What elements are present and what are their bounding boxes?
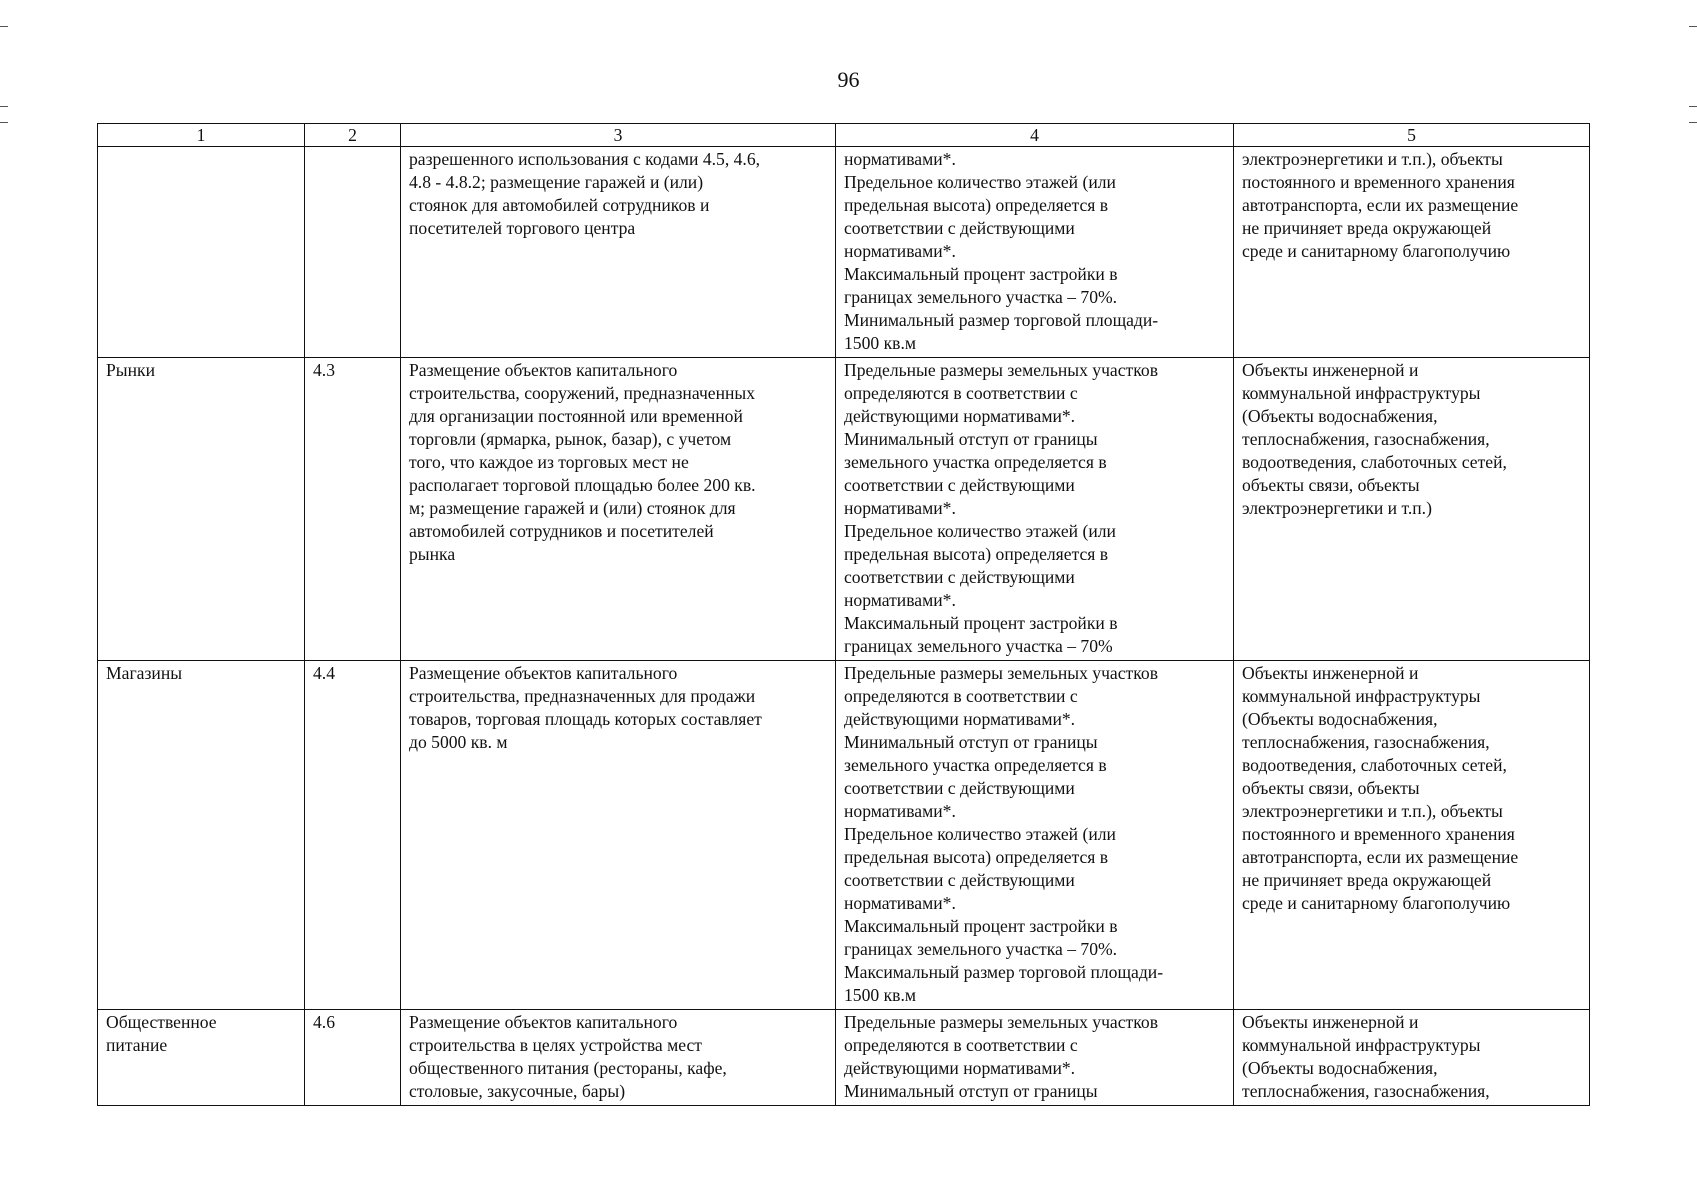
text-line: товаров, торговая площадь которых составляет [409, 709, 762, 729]
text-line: Предельное количество этажей (или [844, 521, 1116, 541]
text-line: 1500 кв.м [844, 333, 916, 353]
text-line: действующими нормативами*. [844, 709, 1076, 729]
text-line: строительства в целях устройства мест [409, 1035, 702, 1055]
text-line: постоянного и временного хранения [1242, 172, 1515, 192]
text-line: земельного участка определяется в [844, 755, 1107, 775]
text-line: рынка [409, 544, 456, 564]
use-code-cell [305, 147, 401, 358]
page-edge-mark-right [1689, 26, 1697, 27]
land-use-table [97, 123, 1590, 1106]
page-edge-mark-left [0, 106, 8, 107]
text-line: коммунальной инфраструктуры [1242, 1035, 1481, 1055]
table-row [98, 1010, 1590, 1106]
text-line: соответствии с действующими [844, 870, 1075, 890]
text-line: Минимальный отступ от границы [844, 429, 1098, 449]
text-line: для организации постоянной или временной [409, 406, 743, 426]
use-name-cell [98, 147, 305, 358]
text-line: среде и санитарному благополучию [1242, 241, 1511, 261]
use-description-cell [401, 147, 836, 358]
column-header-5: 5 [1234, 124, 1590, 147]
text-line: Максимальный размер торговой площади- [844, 962, 1164, 982]
text-line: нормативами*. [844, 149, 956, 169]
page-edge-mark-left [0, 26, 8, 27]
text-line: нормативами*. [844, 893, 956, 913]
text-line: водоотведения, слаботочных сетей, [1242, 755, 1507, 775]
text-line: определяются в соответствии с [844, 1035, 1078, 1055]
use-name-cell [98, 661, 305, 1010]
use-description-cell [401, 661, 836, 1010]
text-line: Максимальный процент застройки в [844, 264, 1118, 284]
text-line: Предельное количество этажей (или [844, 172, 1116, 192]
text-line: нормативами*. [844, 498, 956, 518]
table-row [98, 661, 1590, 1010]
text-line: определяются в соответствии с [844, 686, 1078, 706]
text-line: Максимальный процент застройки в [844, 613, 1118, 633]
column-header-4: 4 [836, 124, 1234, 147]
auxiliary-uses-cell [1234, 1010, 1590, 1106]
text-line: электроэнергетики и т.п.) [1242, 498, 1432, 518]
use-description-cell [401, 358, 836, 661]
parameters-cell [836, 1010, 1234, 1106]
text-line: предельная высота) определяется в [844, 195, 1109, 215]
text-line: строительства, сооружений, предназначенных [409, 383, 756, 403]
text-line: (Объекты водоснабжения, [1242, 1058, 1438, 1078]
use-name-cell [98, 358, 305, 661]
parameters-cell [836, 147, 1234, 358]
use-name-cell [98, 1010, 305, 1106]
text-line: столовые, закусочные, бары) [409, 1081, 626, 1101]
text-line: м; размещение гаражей и (или) стоянок для [409, 498, 736, 518]
text-line: объекты связи, объекты [1242, 475, 1420, 495]
text-line: того, что каждое из торговых мест не [409, 452, 689, 472]
text-line: границах земельного участка – 70%. [844, 939, 1118, 959]
auxiliary-uses-cell [1234, 661, 1590, 1010]
text-line: торговли (ярмарка, рынок, базар), с учетом [409, 429, 732, 449]
text-line: электроэнергетики и т.п.), объекты [1242, 801, 1503, 821]
text-line: располагает торговой площадью более 200 кв. [409, 475, 756, 495]
text-line: Предельные размеры земельных участков [844, 663, 1158, 683]
use-code-cell: 4.4 [305, 661, 401, 1010]
text-line: Общественное [106, 1012, 217, 1032]
text-line: Минимальный отступ от границы [844, 732, 1098, 752]
page-edge-mark-right [1689, 122, 1697, 123]
text-line: общественного питания (рестораны, кафе, [409, 1058, 727, 1078]
text-line: электроэнергетики и т.п.), объекты [1242, 149, 1503, 169]
column-header-1: 1 [98, 124, 305, 147]
text-line: автомобилей сотрудников и посетителей [409, 521, 714, 541]
column-header-3: 3 [401, 124, 836, 147]
text-line: Размещение объектов капитального [409, 360, 678, 380]
text-line: 4.8 - 4.8.2; размещение гаражей и (или) [409, 172, 704, 192]
text-line: соответствии с действующими [844, 218, 1075, 238]
text-line: Предельные размеры земельных участков [844, 360, 1158, 380]
text-line: объекты связи, объекты [1242, 778, 1420, 798]
text-line: среде и санитарному благополучию [1242, 893, 1511, 913]
text-line: Объекты инженерной и [1242, 663, 1419, 683]
text-line: (Объекты водоснабжения, [1242, 406, 1438, 426]
text-line: границах земельного участка – 70% [844, 636, 1113, 656]
text-line: Минимальный размер торговой площади- [844, 310, 1159, 330]
text-line: Предельное количество этажей (или [844, 824, 1116, 844]
text-line: Предельные размеры земельных участков [844, 1012, 1158, 1032]
text-line: соответствии с действующими [844, 475, 1075, 495]
text-line: Размещение объектов капитального [409, 663, 678, 683]
text-line: 1500 кв.м [844, 985, 916, 1005]
text-line: водоотведения, слаботочных сетей, [1242, 452, 1507, 472]
text-line: Размещение объектов капитального [409, 1012, 678, 1032]
text-line: разрешенного использования с кодами 4.5, 4.6, [409, 149, 761, 169]
text-line: коммунальной инфраструктуры [1242, 686, 1481, 706]
text-line: теплоснабжения, газоснабжения, [1242, 732, 1490, 752]
page-edge-mark-left [0, 122, 8, 123]
text-line: определяются в соответствии с [844, 383, 1078, 403]
use-code-cell: 4.6 [305, 1010, 401, 1106]
text-line: предельная высота) определяется в [844, 847, 1109, 867]
text-line: Объекты инженерной и [1242, 360, 1419, 380]
text-line: нормативами*. [844, 590, 956, 610]
text-line: стоянок для автомобилей сотрудников и [409, 195, 710, 215]
auxiliary-uses-cell [1234, 358, 1590, 661]
text-line: постоянного и временного хранения [1242, 824, 1515, 844]
text-line: действующими нормативами*. [844, 406, 1076, 426]
text-line: автотранспорта, если их размещение [1242, 847, 1519, 867]
table-row [98, 358, 1590, 661]
text-line: нормативами*. [844, 241, 956, 261]
text-line: соответствии с действующими [844, 778, 1075, 798]
text-line: посетителей торгового центра [409, 218, 636, 238]
text-line: теплоснабжения, газоснабжения, [1242, 429, 1490, 449]
text-line: до 5000 кв. м [409, 732, 508, 752]
column-header-2: 2 [305, 124, 401, 147]
text-line: соответствии с действующими [844, 567, 1075, 587]
use-description-cell [401, 1010, 836, 1106]
text-line: предельная высота) определяется в [844, 544, 1109, 564]
parameters-cell [836, 358, 1234, 661]
text-line: коммунальной инфраструктуры [1242, 383, 1481, 403]
parameters-cell [836, 661, 1234, 1010]
text-line: Магазины [106, 663, 183, 683]
use-code-cell: 4.3 [305, 358, 401, 661]
text-line: не причиняет вреда окружающей [1242, 218, 1492, 238]
text-line: питание [106, 1035, 168, 1055]
page-edge-mark-right [1689, 106, 1697, 107]
text-line: Рынки [106, 360, 155, 380]
text-line: земельного участка определяется в [844, 452, 1107, 472]
text-line: теплоснабжения, газоснабжения, [1242, 1081, 1490, 1101]
text-line: автотранспорта, если их размещение [1242, 195, 1519, 215]
text-line: не причиняет вреда окружающей [1242, 870, 1492, 890]
page-number: 96 [837, 67, 860, 92]
text-line: границах земельного участка – 70%. [844, 287, 1118, 307]
text-line: нормативами*. [844, 801, 956, 821]
table-header-row [98, 124, 1590, 147]
table-row [98, 147, 1590, 358]
auxiliary-uses-cell [1234, 147, 1590, 358]
text-line: Минимальный отступ от границы [844, 1081, 1098, 1101]
text-line: действующими нормативами*. [844, 1058, 1076, 1078]
text-line: (Объекты водоснабжения, [1242, 709, 1438, 729]
text-line: строительства, предназначенных для продажи [409, 686, 756, 706]
text-line: Объекты инженерной и [1242, 1012, 1419, 1032]
text-line: Максимальный процент застройки в [844, 916, 1118, 936]
